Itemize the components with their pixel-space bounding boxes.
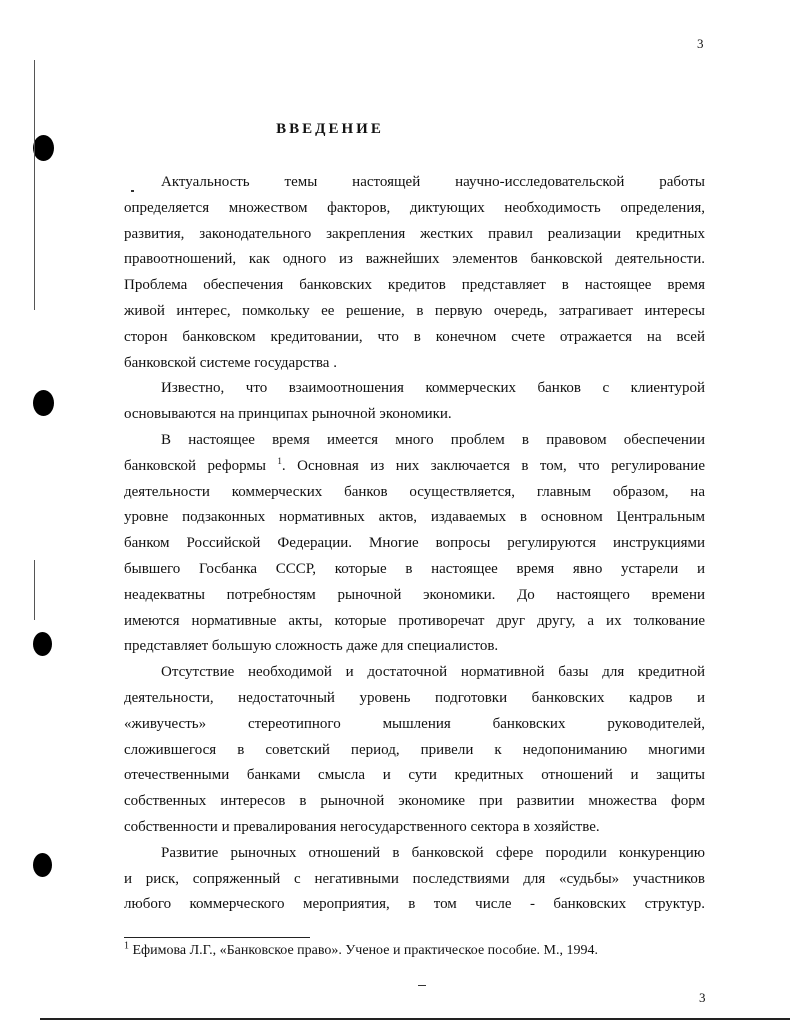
- binder-hole-2: [33, 390, 54, 416]
- footnote-number: 1: [124, 940, 129, 952]
- text-line: имеются нормативные акты, которые противоречат друг другу, а их толкование: [124, 612, 705, 629]
- text-fragment: . Основная из них заключается в том, что регулирование: [281, 457, 705, 474]
- text-line: живой интерес, помкольку ее решение, в первую очередь, затрагивает интересы: [124, 302, 705, 319]
- text-line: сложившегося в советский период, привели к недопониманию многими: [124, 741, 705, 758]
- scan-speck: [418, 985, 426, 986]
- text-line: деятельности, недостаточный уровень подготовки банковских кадров и: [124, 689, 705, 706]
- binder-hole-3: [33, 632, 52, 656]
- text-line: собственности и превалирования негосударственного сектора в хозяйстве.: [124, 818, 600, 835]
- text-line: представляет большую сложность даже для специалистов.: [124, 638, 499, 655]
- body-text: [124, 170, 705, 918]
- binder-hole-1: [33, 135, 54, 161]
- text-line: Развитие рыночных отношений в банковской сфере породили конкуренцию: [161, 844, 705, 861]
- paragraph: [124, 376, 705, 428]
- text-line: сторон банковском кредитовании, что в конечном счете отражается на всей: [124, 328, 705, 345]
- text-line: развития, законодательного закрепления жестких правил реализации кредитных: [124, 225, 705, 242]
- text-line: Проблема обеспечения банковских кредитов представляет в настоящее время: [124, 277, 705, 294]
- text-line: В настоящее время имеется много проблем в правовом обеспечении: [161, 431, 705, 448]
- text-line: уровне подзаконных нормативных актов, издаваемых в основном Центральным: [124, 509, 705, 526]
- text-line: «живучесть» стереотипного мышления банковских руководителей,: [124, 715, 705, 732]
- text-line: любого коммерческого мероприятия, в том числе - банковских структур.: [124, 896, 705, 913]
- paragraph: [124, 170, 705, 376]
- page-title: ВВЕДЕНИЕ: [276, 121, 384, 137]
- page-number-top: 3: [697, 36, 704, 51]
- text-line: отечественными банками смысла и сути кредитных отношений и защиты: [124, 767, 705, 784]
- scan-edge-line: [34, 560, 35, 620]
- text-line: бывшего Госбанка СССР, которые в настоящее время явно устарели и: [124, 560, 705, 577]
- text-fragment: банковской реформы: [124, 457, 278, 474]
- footnote-reference: 1: [277, 455, 282, 466]
- footnote-separator: [124, 937, 310, 938]
- text-line: Известно, что взаимоотношения коммерческих банков с клиентурой: [161, 380, 705, 397]
- text-line: Актуальность темы настоящей научно-исследовательской работы: [161, 174, 705, 190]
- paragraph: [124, 428, 705, 660]
- scan-edge-line: [34, 60, 35, 310]
- text-line: правоотношений, как одного из важнейших элементов банковской деятельности.: [124, 251, 705, 268]
- footnote: [124, 940, 598, 959]
- scan-bottom-line: [40, 1018, 790, 1020]
- text-line: определяется множеством факторов, диктующих необходимость определения,: [124, 199, 705, 216]
- text-line: неадекватны потребностям рыночной экономики. До настоящего времени: [124, 586, 705, 603]
- text-line: деятельности коммерческих банков осуществляется, главным образом, на: [124, 483, 705, 500]
- page-number-bottom: 3: [699, 990, 706, 1005]
- footnote-text: Ефимова Л.Г., «Банковское право». Ученое и практическое пособие. М., 1994.: [132, 943, 598, 958]
- text-line: основываются на принципах рыночной экономики.: [124, 406, 452, 423]
- paragraph: [124, 660, 705, 841]
- text-line: Отсутствие необходимой и достаточной нормативной базы для кредитной: [161, 664, 705, 681]
- text-line: и риск, сопряженный с негативными последствиями для «судьбы» участников: [124, 870, 705, 887]
- text-line-with-footnote: [124, 454, 705, 480]
- text-line: банковской системе государства .: [124, 354, 337, 371]
- text-line: собственных интересов в рыночной экономике при развитии множества форм: [124, 793, 705, 810]
- paragraph: [124, 841, 705, 918]
- text-line: банком Российской Федерации. Многие вопросы регулируются инструкциями: [124, 535, 705, 552]
- binder-hole-4: [33, 853, 52, 877]
